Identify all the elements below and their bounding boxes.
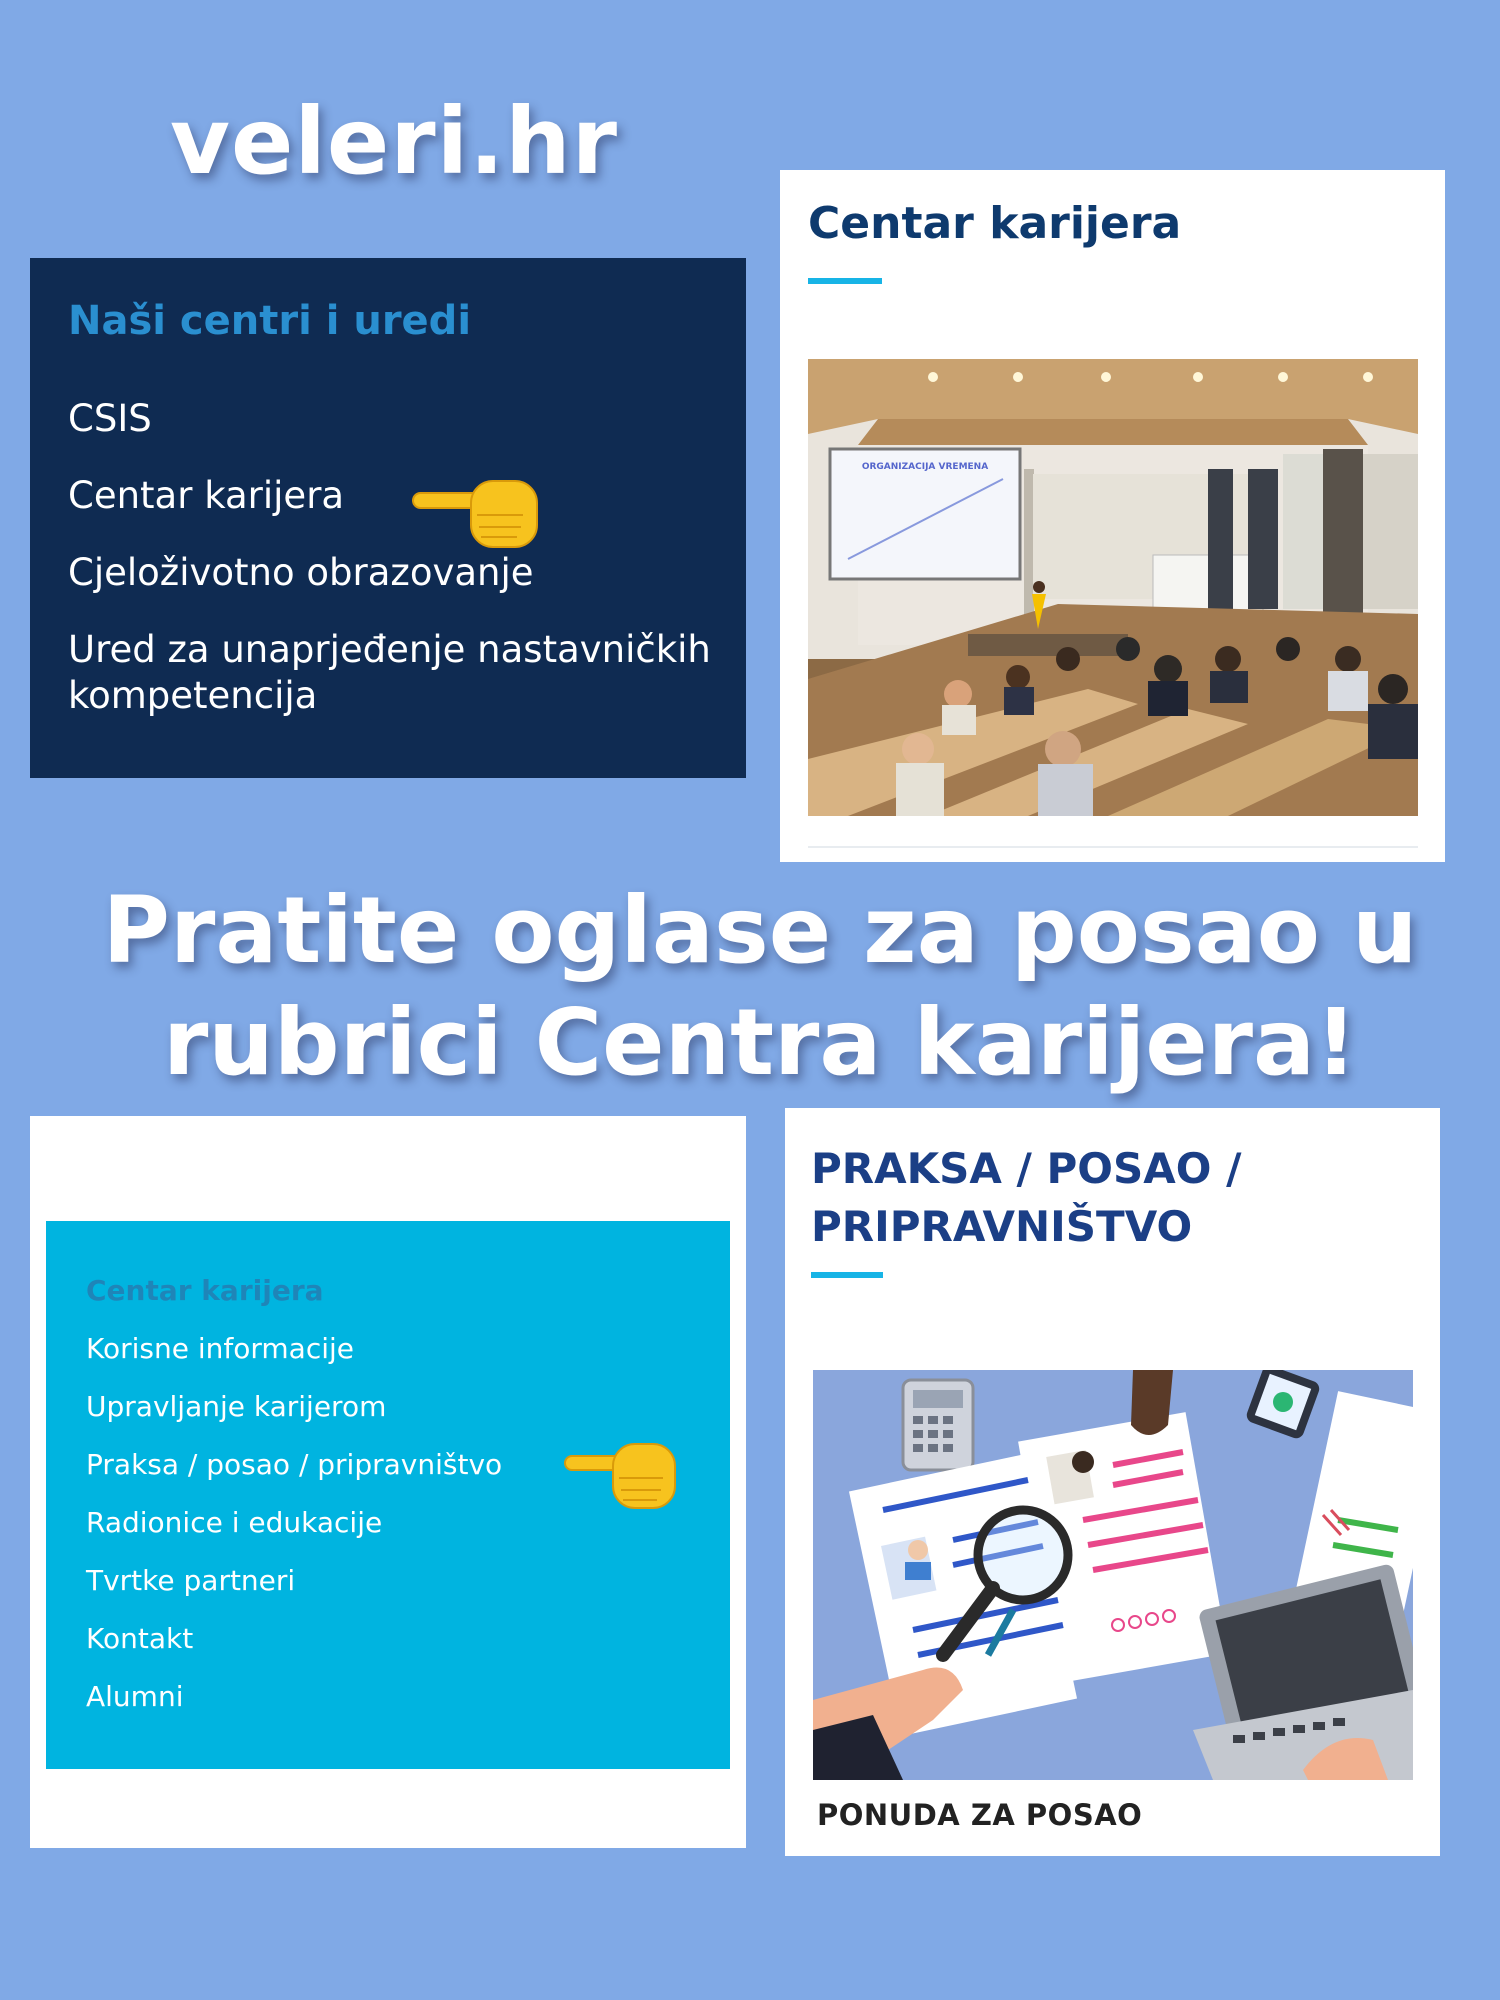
submenu-item-radionice[interactable]: Radionice i edukacije: [86, 1506, 383, 1539]
headline: [60, 875, 1460, 1099]
centers-menu-panel: [30, 258, 746, 778]
centers-menu-list: [68, 396, 746, 750]
career-submenu: [46, 1221, 730, 1769]
praksa-title-line-1: PRAKSA / POSAO /: [811, 1144, 1242, 1193]
submenu-item-alumni[interactable]: Alumni: [86, 1680, 184, 1713]
praksa-card-title[interactable]: [811, 1140, 1411, 1256]
menu-item-ured-kompetencije[interactable]: Ured za unaprjeđenje nastavničkih kompetencija: [68, 628, 711, 717]
headline-line-1: Pratite oglase za posao u: [102, 877, 1418, 984]
menu-item-centar-karijera[interactable]: Centar karijera: [68, 474, 345, 517]
submenu-heading[interactable]: Centar karijera: [86, 1274, 324, 1307]
menu-item-csis[interactable]: CSIS: [68, 397, 152, 440]
site-title: veleri.hr: [170, 88, 619, 195]
career-submenu-panel: [30, 1116, 746, 1848]
pointing-hand-icon: [561, 1436, 681, 1516]
card-divider: [808, 846, 1418, 848]
career-center-card: [780, 170, 1445, 862]
job-search-illustration[interactable]: [813, 1370, 1413, 1780]
submenu-item-korisne-informacije[interactable]: Korisne informacije: [86, 1332, 354, 1365]
slide-heading: ORGANIZACIJA VREMENA: [861, 462, 989, 472]
title-accent-bar: [811, 1272, 883, 1278]
submenu-item-praksa-posao[interactable]: Praksa / posao / pripravništvo: [86, 1448, 503, 1481]
pointing-hand-icon: [405, 473, 545, 553]
headline-line-2: rubrici Centra karijera!: [162, 989, 1358, 1096]
praksa-title-line-2: PRIPRAVNIŠTVO: [811, 1202, 1193, 1251]
menu-item-cjelozivotno-obrazovanje[interactable]: Cjeloživotno obrazovanje: [68, 551, 534, 594]
career-submenu-list: [86, 1273, 502, 1737]
title-accent-bar: [808, 278, 882, 284]
lecture-hall-photo[interactable]: [808, 359, 1418, 816]
submenu-item-kontakt[interactable]: Kontakt: [86, 1622, 194, 1655]
submenu-item-upravljanje-karijerom[interactable]: Upravljanje karijerom: [86, 1390, 387, 1423]
career-card-title[interactable]: Centar karijera: [808, 198, 1182, 249]
submenu-item-tvrtke-partneri[interactable]: Tvrtke partneri: [86, 1564, 296, 1597]
praksa-card: [785, 1108, 1440, 1856]
centers-menu-heading: Naši centri i uredi: [68, 298, 472, 344]
job-offers-caption[interactable]: PONUDA ZA POSAO: [817, 1798, 1143, 1832]
